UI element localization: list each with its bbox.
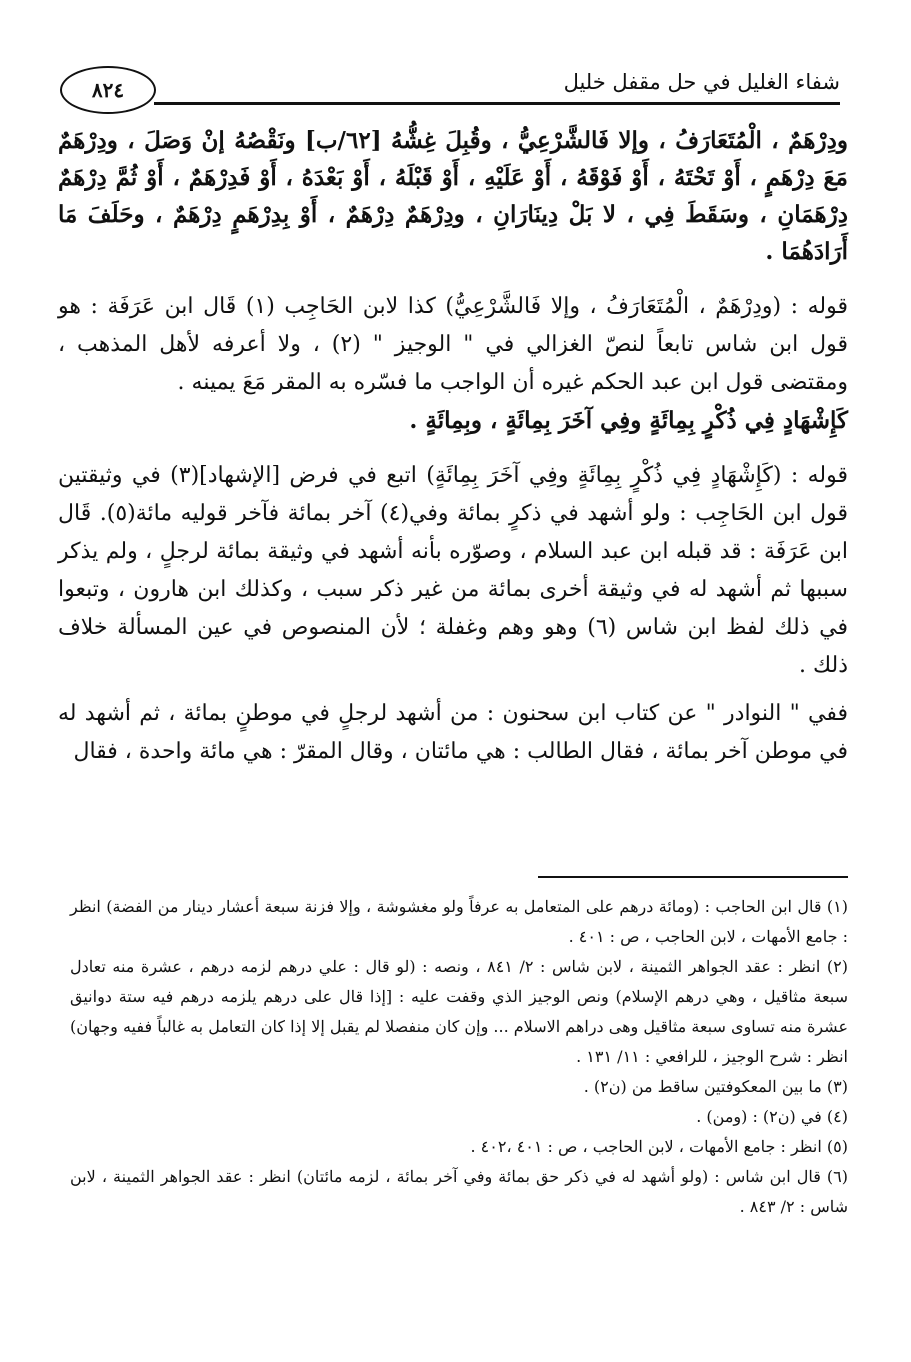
page-header: [60, 58, 840, 114]
footnote-3: (٣) ما بين المعكوفتين ساقط من (ن٢) .: [583, 1077, 848, 1096]
footnote-4: (٤) في (ن٢) : (ومن) .: [696, 1107, 848, 1126]
page-number: ٨٢٤: [60, 66, 156, 114]
running-title: شفاء الغليل في حل مقفل خليل: [563, 70, 840, 94]
footnote-separator: [538, 876, 848, 878]
matn-passage-2: كَإِشْهَادٍ فِي ذُكْرٍ بِمِائَةٍ وفِي آخَرَ بِمِائَةٍ ، وبِمِائَةٍ .: [409, 407, 848, 434]
footnote-5: (٥) انظر : جامع الأمهات ، لابن الحاجب ، ص : ٤٠١ ،٤٠٢ .: [470, 1137, 848, 1156]
footnote-2: (٢) انظر : عقد الجواهر الثمينة ، لابن شاس : ٢/ ٨٤١ ، ونصه : (لو قال : علي درهم لزمه درهم ، عشرة منه تعادل سبعة مثاقيل ، وهي درهم الإسلام) ونص الوجيز الذي وقفت عليه : [إذا قال على درهم يلزمه درهم فيه ستة دوانيق عشرة منه تساوى سبعة مثاقيل وهى دراهم الاسلام ... وإن كان منفصلا لم يقبل إلا إذا كان التعامل به غالباً ففيه وجهان) انظر : شرح الوجيز ، للرافعي : ١١/ ١٣١ .: [70, 957, 849, 1066]
footnote-6: (٦) قال ابن شاس : (ولو أشهد له في ذكر حق بمائة وفي آخر بمائة ، لزمه مائتان) انظر : عقد الجواهر الثمينة ، لابن شاس : ٢/ ٨٤٣ .: [70, 1167, 848, 1216]
footnotes: [70, 892, 848, 1222]
header-rule: [154, 102, 840, 105]
footnote-1: (١) قال ابن الحاجب : (ومائة درهم على المتعامل به عرفاً ولو مغشوشة ، وإلا فزنة سبعة أعشار دينار من الفضة) انظر : جامع الأمهات ، لابن الحاجب ، ص : ٤٠١ .: [70, 897, 848, 946]
commentary-paragraph-1: قوله : (ودِرْهَمٌ ، الْمُتَعَارَفُ ، وإلا فَالشَّرْعِيُّ) كذا لابن الحَاجِب (١) قَال ابن عَرَفَة : هو قول ابن شاس تابعاً لنصّ الغزالي في " الوجيز " (٢) ، ولا أعرفه لأهل المذهب ، ومقتضى قول ابن عبد الحكم غيره أن الواجب ما فسّره به المقر مَعَ يمينه .: [58, 294, 848, 395]
commentary-paragraph-3: ففي " النوادر " عن كتاب ابن سحنون : من أشهد لرجلٍ في موطنٍ بمائة ، ثم أشهد له في موطن آخر بمائة ، فقال الطالب : هي مائتان ، وقال المقرّ : هي مائة واحدة ، فقال: [58, 701, 848, 764]
main-text: [58, 122, 848, 771]
commentary-paragraph-2: قوله : (كَإِشْهَادٍ فِي ذُكْرٍ بِمِائَةٍ وفِي آخَرَ بِمِائَةٍ) اتبع في فرض [الإشهاد](٣) في وثيقتين قول ابن الحَاجِب : ولو أشهد في ذكرٍ بمائة وفي(٤) آخر بمائة فآخر قوليه مائة(٥). قَال ابن عَرَفَة : قد قبله ابن عبد السلام ، وصوّره بأنه أشهد في وثيقة بمائة لرجلٍ ، ولم يذكر سببها ثم أشهد له في وثيقة أخرى بمائة من غير ذكر سبب ، وكذلك ابن هارون ، وتبعوا في ذلك لفظ ابن شاس (٦) وهو وهم وغفلة ؛ لأن المنصوص في عين المسألة خلاف ذلك .: [58, 463, 849, 678]
matn-passage-1: ودِرْهَمٌ ، الْمُتَعَارَفُ ، وإلا فَالشَّرْعِيُّ ، وقُبِلَ غِشُّهُ [٦٢/ب] ونَقْصُهُ إنْ وَصَلَ ، ودِرْهَمٌ مَعَ دِرْهَمٍ ، أَوْ تَحْتَهُ ، أَوْ فَوْقَهُ ، أَوْ عَلَيْهِ ، أَوْ قَبْلَهُ ، أَوْ بَعْدَهُ ، أَوْ فَدِرْهَمٌ ، أَوْ ثُمَّ دِرْهَمٌ دِرْهَمَانِ ، وسَقَطَ فِي ، لا بَلْ دِينَارَانِ ، ودِرْهَمٌ دِرْهَمٌ ، أَوْ بِدِرْهَمٍ دِرْهَمٌ ، وحَلَفَ مَا أَرَادَهُمَا .: [58, 127, 848, 265]
